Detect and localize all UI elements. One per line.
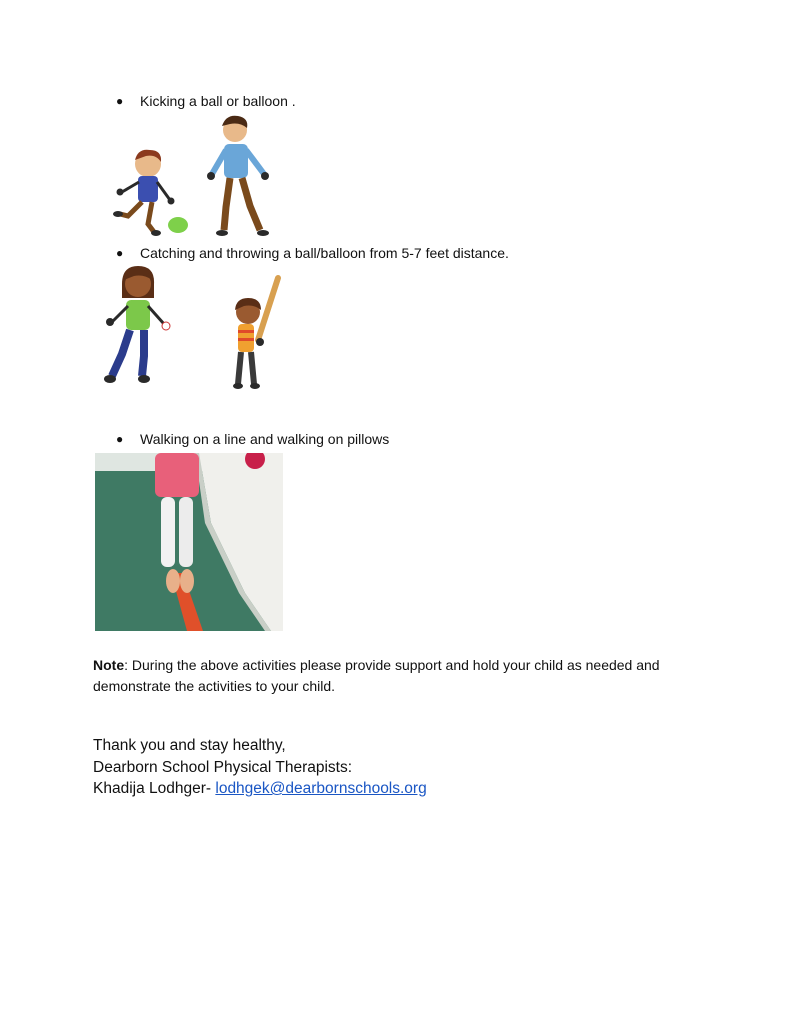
kicking-illustration — [108, 112, 278, 242]
batter-figure — [233, 278, 278, 389]
note-paragraph — [93, 655, 713, 697]
closing-block — [93, 735, 427, 800]
closing-line-contact — [93, 778, 427, 800]
boy-figure — [113, 150, 175, 236]
bullet-icon: ● — [116, 432, 124, 446]
note-label: Note — [93, 657, 125, 673]
activity-item-kicking — [116, 93, 296, 109]
bullet-icon: ● — [116, 94, 124, 108]
closing-line-team: Dearborn School Physical Therapists: — [93, 758, 353, 776]
girl-figure — [104, 266, 170, 383]
activity-label: Catching and throwing a ball/balloon from 5-7 feet distance. — [140, 245, 509, 261]
man-figure — [207, 116, 269, 236]
activity-item-walking — [116, 431, 389, 447]
email-link[interactable]: lodhgek@dearbornschools.org — [215, 780, 427, 797]
note-text: : During the above activities please provide support and hold your child as needed and demonstrate the activities to your child. — [93, 657, 660, 694]
closing-line-thanks: Thank you and stay healthy, — [93, 737, 286, 754]
activity-item-catching — [116, 245, 509, 261]
catching-illustration — [98, 264, 288, 392]
walking-photo — [95, 453, 283, 631]
therapist-name: Khadija Lodhger- — [93, 780, 216, 797]
activity-label: Walking on a line and walking on pillows — [140, 431, 390, 447]
bullet-icon: ● — [116, 246, 124, 260]
balloon-icon — [168, 217, 188, 233]
activity-label: Kicking a ball or balloon . — [140, 93, 296, 109]
